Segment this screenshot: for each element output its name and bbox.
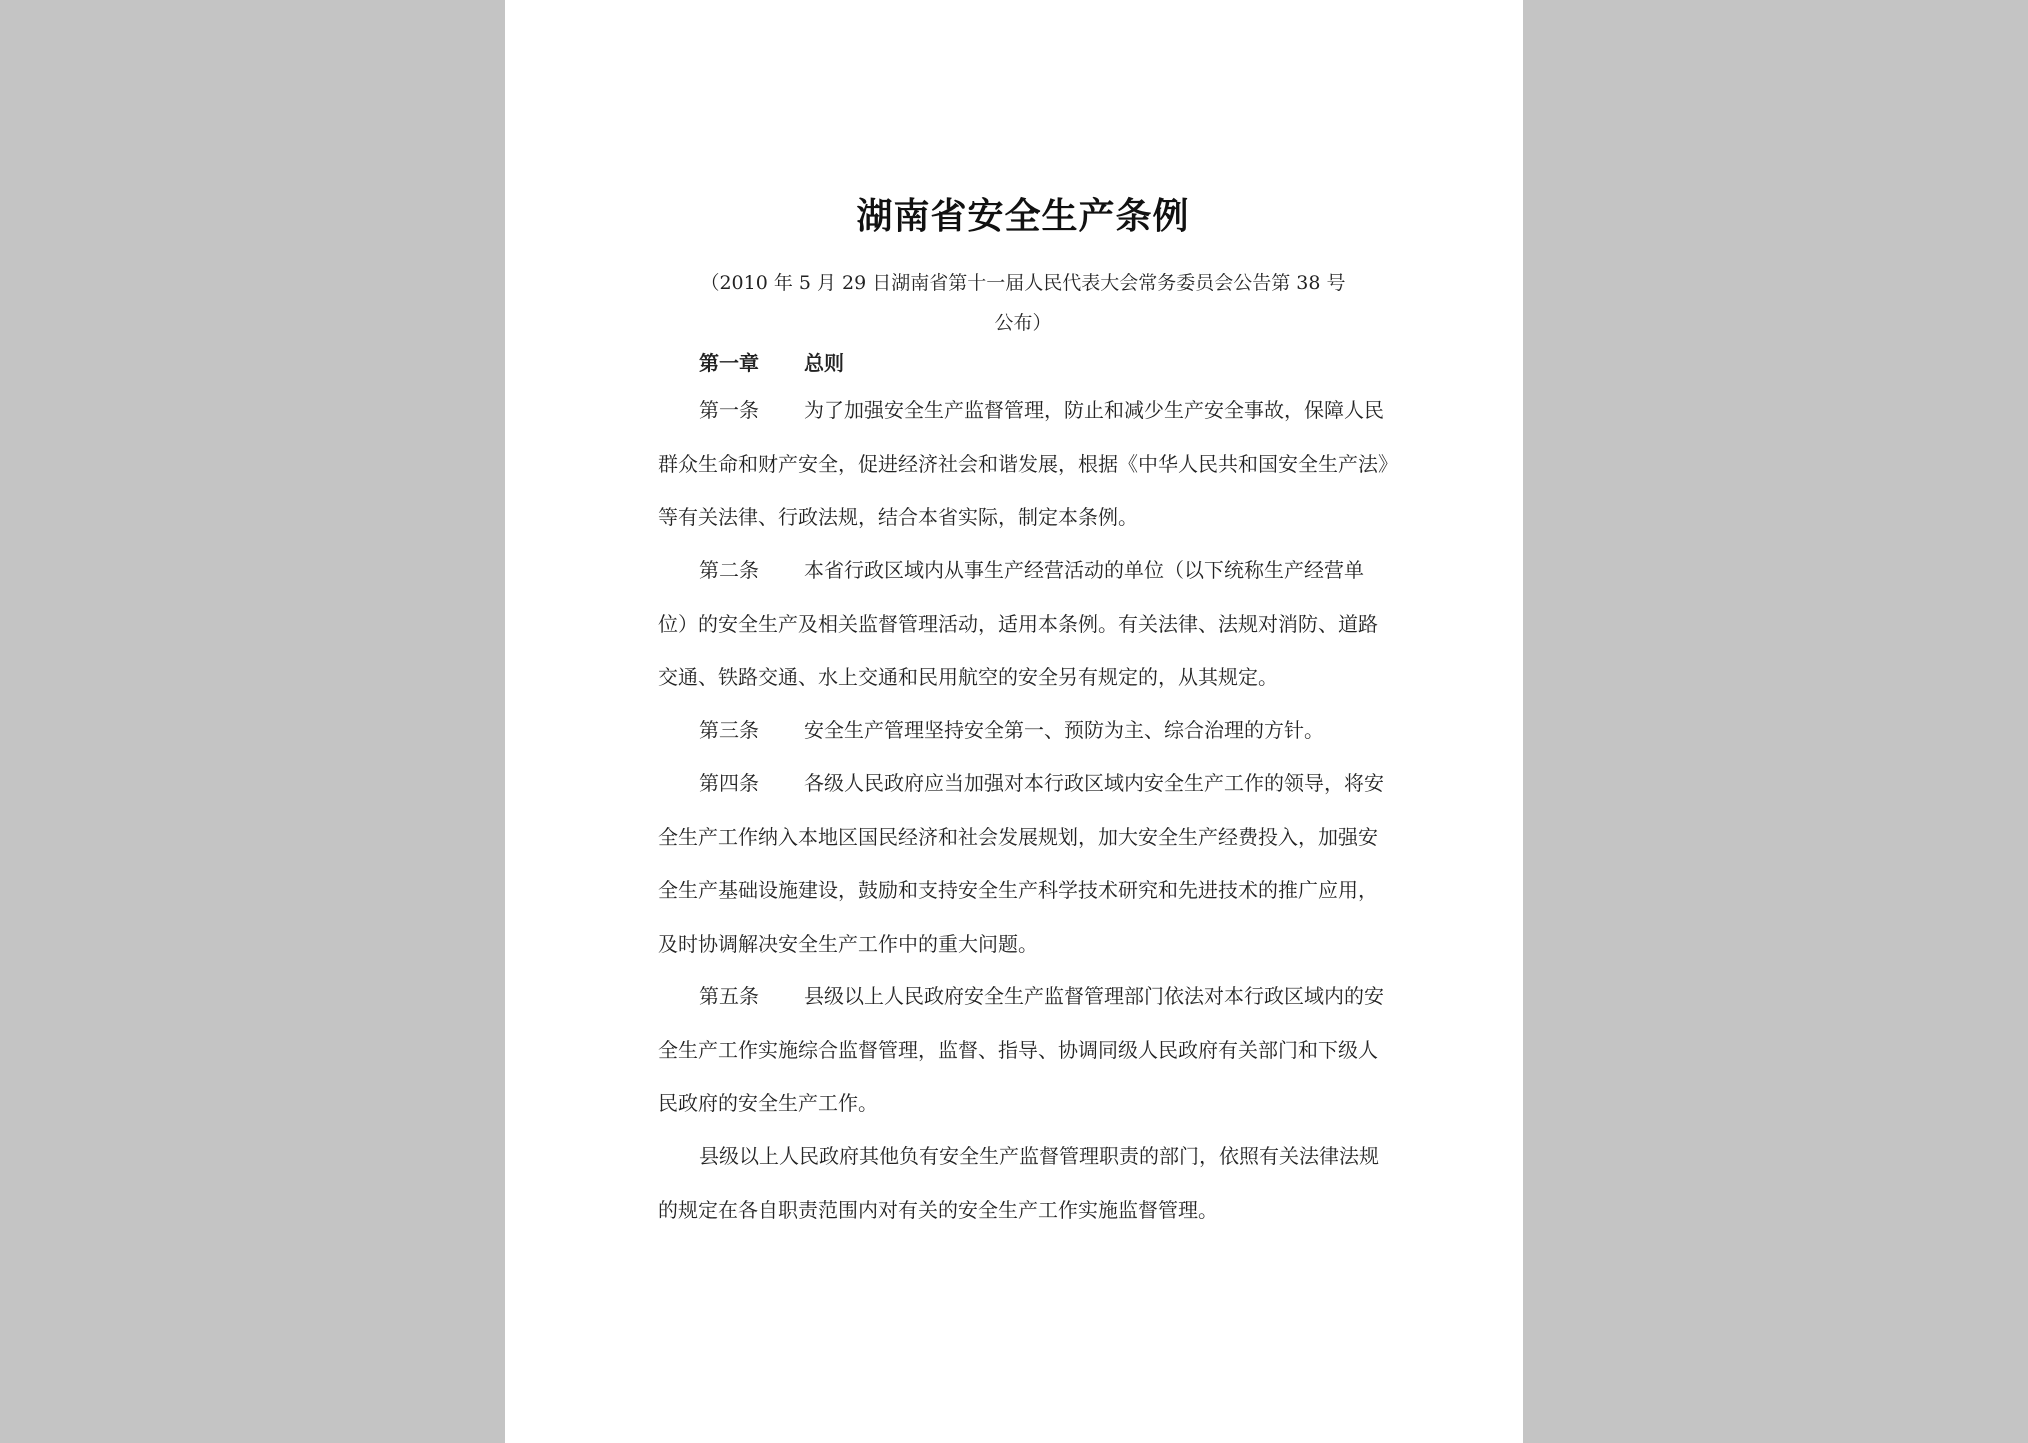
article-label: 第二条 (699, 558, 759, 582)
paragraph-text: 县级以上人民政府其他负有安全生产监督管理职责的部门，依照有关法律法规的规定在各自职责范围内对有关的安全生产工作实施监督管理。 (658, 1144, 1379, 1222)
article-text: 为了加强安全生产监督管理，防止和减少生产安全事故，保障人民群众生命和财产安全，促进经济社会和谐发展，根据《中华人民共和国安全生产法》等有关法律、行政法规，结合本省实际，制定本条例。 (658, 398, 1388, 529)
article-3 (658, 704, 1388, 758)
article-1 (658, 384, 1388, 545)
article-label: 第三条 (699, 718, 759, 742)
article-text: 县级以上人民政府安全生产监督管理部门依法对本行政区域内的安全生产工作实施综合监督管理，监督、指导、协调同级人民政府有关部门和下级人民政府的安全生产工作。 (658, 984, 1384, 1115)
article-2 (658, 544, 1388, 705)
article-label: 第一条 (699, 398, 759, 422)
document-title: 湖南省安全生产条例 (856, 195, 1190, 237)
chapter-title: 总则 (804, 351, 844, 375)
chapter-heading (658, 337, 1388, 391)
article-4 (658, 757, 1388, 971)
article-text: 各级人民政府应当加强对本行政区域内安全生产工作的领导，将安全生产工作纳入本地区国民经济和社会发展规划，加大安全生产经费投入，加强安全生产基础设施建设，鼓励和支持安全生产科学技术研究和先进技术的推广应用，及时协调解决安全生产工作中的重大问题。 (658, 771, 1384, 956)
article-label: 第四条 (699, 771, 759, 795)
article-text: 本省行政区域内从事生产经营活动的单位（以下统称生产经营单位）的安全生产及相关监督管理活动，适用本条例。有关法律、法规对消防、道路交通、铁路交通、水上交通和民用航空的安全另有规定的，从其规定。 (658, 558, 1378, 689)
document-page (505, 0, 1523, 1443)
article-5-paragraph-2 (658, 1130, 1388, 1237)
article-label: 第五条 (699, 984, 759, 1008)
article-text: 安全生产管理坚持安全第一、预防为主、综合治理的方针。 (804, 718, 1324, 742)
article-5 (658, 970, 1388, 1131)
chapter-label: 第一章 (699, 351, 759, 375)
document-subtitle: （2010 年 5 月 29 日湖南省第十一届人民代表大会常务委员会公告第 38 号公布） (700, 272, 1346, 334)
